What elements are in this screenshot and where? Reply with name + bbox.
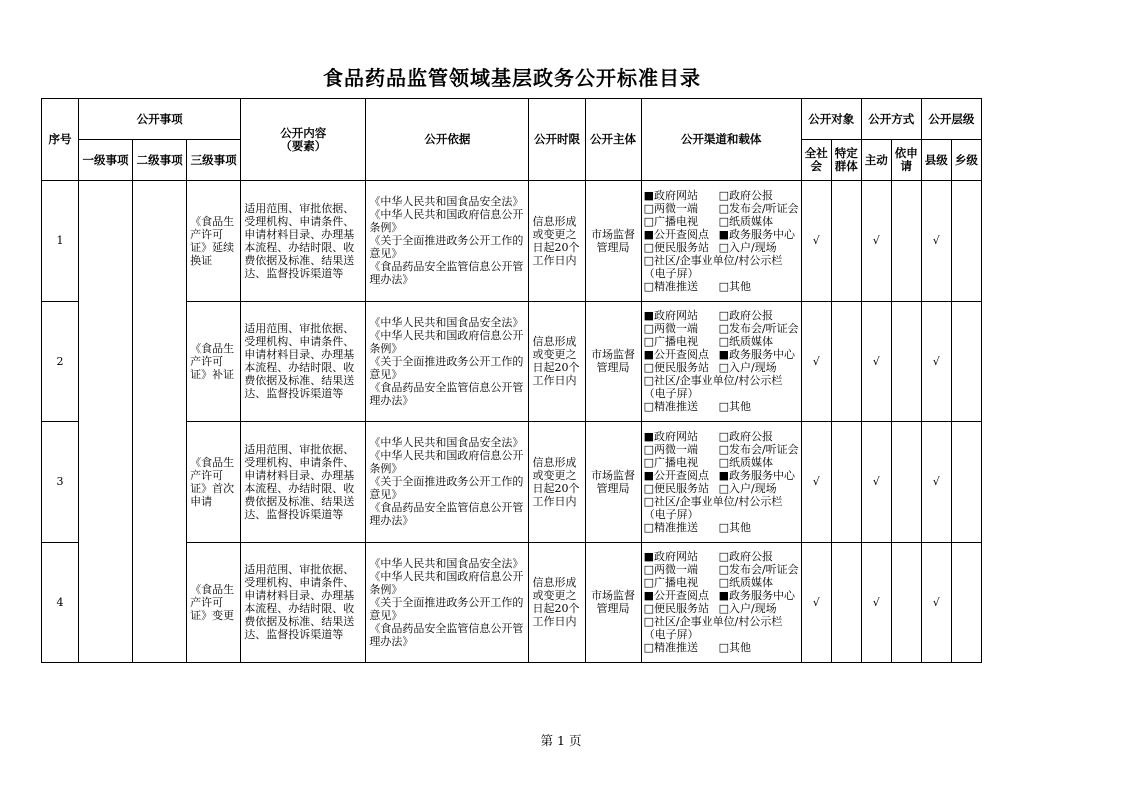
method-active-mark: √ [861,181,891,302]
seq-cell: 1 [42,181,79,302]
channel-row [644,202,799,215]
level3-cell: 《食品生产许可证》补证 [187,301,241,422]
channel-option: □两微一端 [643,322,698,336]
basis-item: 《中华人民共和国食品安全法》 [369,436,524,450]
level-township-mark [951,542,981,663]
channel-option: □精准推送 [643,520,698,534]
channels-cell [641,542,801,663]
header-method: 公开方式 [861,99,921,140]
time-cell: 信息形成或变更之日起20个工作日内 [529,542,585,663]
channel-row [644,215,799,228]
level-county-mark: √ [921,181,951,302]
channel-option: □其他 [718,520,751,534]
method-active-mark: √ [861,301,891,422]
channel-row [644,280,799,293]
method-request-mark [891,542,921,663]
channels-cell [641,181,801,302]
channel-option: □社区/企事业单位/村公示栏 [643,494,783,508]
channel-option-note: （电子屏） [643,507,699,521]
level-township-mark [951,301,981,422]
channel-row [644,322,799,335]
seq-cell: 4 [42,542,79,663]
method-request-mark [891,422,921,543]
channel-row [644,189,799,202]
basis-item: 《食品药品安全监管信息公开管理办法》 [369,380,524,407]
basis-item: 《中华人民共和国政府信息公开条例》 [369,208,524,235]
header-items: 公开事项 [79,99,241,140]
channel-option: □纸质媒体 [718,335,773,349]
channel-option: □便民服务站 [643,481,709,495]
method-request-mark [891,181,921,302]
channel-option: □政府公报 [718,188,773,202]
channel-row [644,563,799,576]
header-method-request: 依申请 [891,140,921,181]
time-cell: 信息形成或变更之日起20个工作日内 [529,301,585,422]
header-level1: 一级事项 [79,140,133,181]
target-specific-mark [831,181,861,302]
level3-cell: 《食品生产许可证》变更 [187,542,241,663]
channel-option: ■政务服务中心 [718,348,795,362]
basis-item: 《关于全面推进政务公开工作的意见》 [369,234,524,261]
channel-option-note: （电子屏） [643,628,699,642]
content-cell: 适用范围、审批依据、受理机构、申请条件、申请材料目录、办理基本流程、办结时限、收费依据及标准、结果送达、监督投诉渠道等 [241,542,366,663]
header-level-township: 乡级 [951,140,981,181]
channel-row [644,641,799,654]
target-specific-mark [831,542,861,663]
header-time: 公开时限 [529,99,585,181]
channel-row [644,335,799,348]
channel-option: □广播电视 [643,214,698,228]
channel-row [644,241,799,254]
subject-cell: 市场监督管理局 [585,181,641,302]
header-subject: 公开主体 [585,99,641,181]
level1-cell [79,181,133,302]
content-cell: 适用范围、审批依据、受理机构、申请条件、申请材料目录、办理基本流程、办结时限、收费依据及标准、结果送达、监督投诉渠道等 [241,301,366,422]
channel-option: □发布会/听证会 [718,322,799,336]
basis-item: 《中华人民共和国食品安全法》 [369,315,524,329]
channel-row [644,430,799,443]
channel-row [644,456,799,469]
channel-option: ■政务服务中心 [718,468,795,482]
content-cell: 适用范围、审批依据、受理机构、申请条件、申请材料目录、办理基本流程、办结时限、收费依据及标准、结果送达、监督投诉渠道等 [241,422,366,543]
header-seq: 序号 [42,99,79,181]
channel-row [644,228,799,241]
channel-option: □两微一端 [643,563,698,577]
channel-option: □其他 [718,400,751,414]
subject-cell: 市场监督管理局 [585,301,641,422]
level2-cell [133,181,187,302]
time-cell: 信息形成或变更之日起20个工作日内 [529,181,585,302]
channel-option: □纸质媒体 [718,455,773,469]
header-content-label: 公开内容 [280,125,327,140]
header-level: 公开层级 [921,99,981,140]
channel-row [644,361,799,374]
channel-row [644,469,799,482]
channel-option: ■公开查阅点 [643,348,709,362]
level3-cell: 《食品生产许可证》延续换证 [187,181,241,302]
basis-item: 《中华人民共和国政府信息公开条例》 [369,328,524,355]
channel-row [644,443,799,456]
channel-option: ■公开查阅点 [643,227,709,241]
level2-cell [133,422,187,543]
seq-cell: 3 [42,422,79,543]
basis-cell [366,181,529,302]
target-all-mark: √ [801,542,831,663]
table-row [42,542,982,663]
channel-option: □便民服务站 [643,602,709,616]
basis-item: 《中华人民共和国政府信息公开条例》 [369,569,524,596]
channel-option: □政府公报 [718,429,773,443]
basis-item: 《食品药品安全监管信息公开管理办法》 [369,621,524,648]
channel-option: □便民服务站 [643,240,709,254]
basis-item: 《食品药品安全监管信息公开管理办法》 [369,501,524,528]
header-target: 公开对象 [801,99,861,140]
channel-option: □便民服务站 [643,361,709,375]
basis-cell [366,542,529,663]
channel-option: ■政务服务中心 [718,589,795,603]
channel-row [644,521,799,534]
channel-option: ■政府网站 [643,188,698,202]
channel-row [644,482,799,495]
level-township-mark [951,422,981,543]
target-specific-mark [831,422,861,543]
channels-cell [641,422,801,543]
channel-option: □纸质媒体 [718,214,773,228]
basis-item: 《关于全面推进政务公开工作的意见》 [369,595,524,622]
channel-row [644,348,799,361]
level-county-mark: √ [921,542,951,663]
target-all-mark: √ [801,422,831,543]
channel-row [644,602,799,615]
header-level-county: 县级 [921,140,951,181]
channel-option: □社区/企事业单位/村公示栏 [643,374,783,388]
table-row [42,301,982,422]
method-request-mark [891,301,921,422]
channel-option: □其他 [718,279,751,293]
channel-row [644,589,799,602]
channel-option: □发布会/听证会 [718,201,799,215]
channel-option: ■公开查阅点 [643,468,709,482]
header-channels: 公开渠道和载体 [641,99,801,181]
time-cell: 信息形成或变更之日起20个工作日内 [529,422,585,543]
basis-item: 《中华人民共和国食品安全法》 [369,556,524,570]
channel-row [644,309,799,322]
level1-cell [79,422,133,543]
subject-cell: 市场监督管理局 [585,422,641,543]
channels-cell [641,301,801,422]
level2-cell [133,542,187,663]
basis-item: 《中华人民共和国食品安全法》 [369,195,524,209]
header-content-sub: （要素） [280,138,327,153]
channel-option: □发布会/听证会 [718,442,799,456]
channel-option: ■政府网站 [643,309,698,323]
channel-option: ■政府网站 [643,429,698,443]
page-number: 第 1 页 [540,733,582,748]
channel-option: □入户/现场 [718,361,777,375]
table-row [42,422,982,543]
channel-row [644,400,799,413]
subject-cell: 市场监督管理局 [585,542,641,663]
basis-item: 《中华人民共和国政府信息公开条例》 [369,449,524,476]
level-county-mark: √ [921,301,951,422]
header-target-all: 全社会 [801,140,831,181]
level-county-mark: √ [921,422,951,543]
header-level2: 二级事项 [133,140,187,181]
channel-option-note: （电子屏） [643,266,699,280]
channel-row [644,550,799,563]
channel-row [644,576,799,589]
basis-cell [366,422,529,543]
seq-cell: 2 [42,301,79,422]
basis-item: 《关于全面推进政务公开工作的意见》 [369,354,524,381]
level1-cell [79,301,133,422]
target-specific-mark [831,301,861,422]
catalog-table [41,98,982,663]
channel-option: □精准推送 [643,400,698,414]
basis-item: 《关于全面推进政务公开工作的意见》 [369,475,524,502]
header-level3: 三级事项 [187,140,241,181]
header-content [241,99,366,181]
level3-cell: 《食品生产许可证》首次申请 [187,422,241,543]
level2-cell [133,301,187,422]
channel-option: □精准推送 [643,641,698,655]
channel-option: □入户/现场 [718,481,777,495]
basis-item: 《食品药品安全监管信息公开管理办法》 [369,260,524,287]
channel-option: □发布会/听证会 [718,563,799,577]
channel-option: □政府公报 [718,309,773,323]
header-target-specific: 特定群体 [831,140,861,181]
channel-option: □入户/现场 [718,240,777,254]
channel-option: □广播电视 [643,455,698,469]
channel-option: ■政府网站 [643,550,698,564]
channel-option: ■政务服务中心 [718,227,795,241]
channel-option: □入户/现场 [718,602,777,616]
level1-cell [79,542,133,663]
header-basis: 公开依据 [366,99,529,181]
channel-option: □精准推送 [643,279,698,293]
target-all-mark: √ [801,301,831,422]
table-row [42,181,982,302]
channel-option: □政府公报 [718,550,773,564]
level-township-mark [951,181,981,302]
channel-option: □两微一端 [643,442,698,456]
channel-option: □其他 [718,641,751,655]
header-method-active: 主动 [861,140,891,181]
table-body [42,181,982,663]
target-all-mark: √ [801,181,831,302]
basis-cell [366,301,529,422]
channel-option: □广播电视 [643,335,698,349]
channel-option: □广播电视 [643,576,698,590]
channel-option: ■公开查阅点 [643,589,709,603]
channel-option: □纸质媒体 [718,576,773,590]
channel-option-note: （电子屏） [643,387,699,401]
channel-option: □社区/企事业单位/村公示栏 [643,615,783,629]
channel-option: □两微一端 [643,201,698,215]
page-title: 食品药品监管领域基层政务公开标准目录 [323,66,701,90]
method-active-mark: √ [861,542,891,663]
content-cell: 适用范围、审批依据、受理机构、申请条件、申请材料目录、办理基本流程、办结时限、收费依据及标准、结果送达、监督投诉渠道等 [241,181,366,302]
channel-option: □社区/企事业单位/村公示栏 [643,253,783,267]
method-active-mark: √ [861,422,891,543]
